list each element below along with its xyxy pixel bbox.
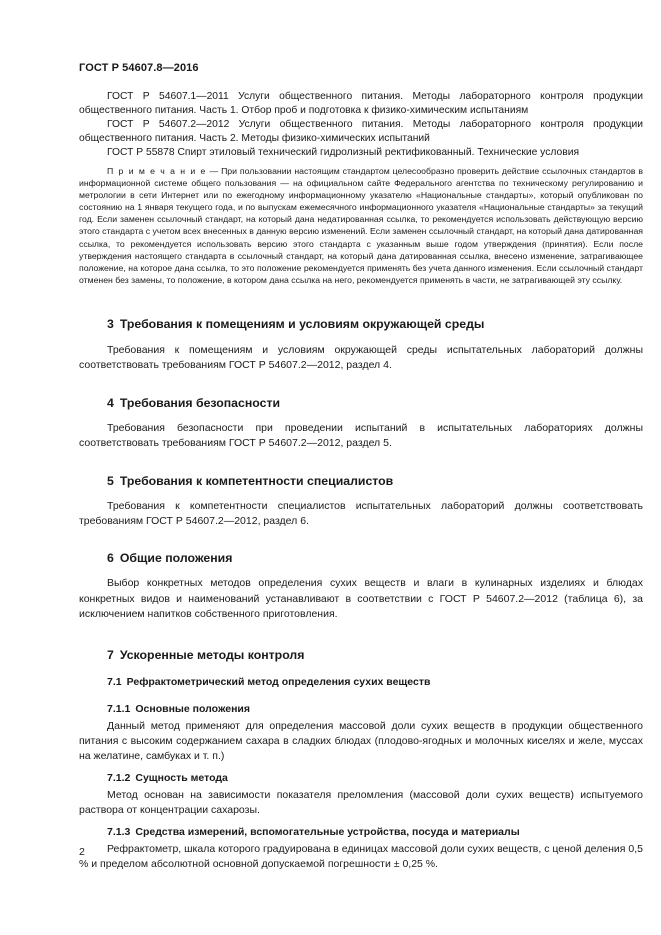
section-6-text: Выбор конкретных методов определения сухих веществ и влаги в кулинарных изделиях и блюдах конкретных видов и наименований устанавливают в соответствии с ГОСТ Р 54607.2—2012 (таблица 6), за исключением напитков собственного приготовления.: [79, 577, 643, 621]
section-6-heading: 6 Общие положения: [107, 551, 233, 566]
section-4-text: Требования безопасности при проведении испытаний в испытательных лабораториях должны соответствовать требованиям ГОСТ Р 54607.2—2012, раздел 5.: [79, 421, 643, 450]
section-7-1-2-text: Метод основан на зависимости показателя преломления (массовой доли сухих веществ) испытуемого раствора от концентрации сахарозы.: [79, 788, 643, 817]
section-7-heading: 7 Ускоренные методы контроля: [107, 647, 305, 662]
note-text: — При пользовании настоящим стандартом целесообразно проверить действие ссылочных стандартов в информационной системе общего пользования — на официальном сайте Федерального агентства по техническому регулированию и метрологии в сети Интернет или по ежегодному информационному указателю «Национальные стандарты», который опубликован по состоянию на 1 января текущего года, и по выпускам ежемесячного информационного указателя «Национальные стандарты» за текущий год. Если заменен ссылочный стандарт, на который дана недатированная ссылка, то рекомендуется использовать действующую версию этого стандарта с учетом всех внесенных в данную версию изменений. Если заменен ссылочный стандарт, на который дана датированная ссылка, то рекомендуется использовать версию этого стандарта с указанным выше годом утверждения (принятия). Если после утверждения настоящего стандарта в ссылочный стандарт, на который дана датированная ссылка, внесено изменение, затрагивающее положение, на которое дана ссылка, то это положение рекомендуется применять без учета данного изменения. Если ссылочный стандарт отменен без замены, то положение, в котором дана ссылка на него, рекомендуется применять в части, не затрагивающей эту ссылку.: [79, 166, 643, 285]
note-paragraph: [79, 165, 643, 286]
document-content: [79, 90, 643, 872]
document-header: ГОСТ Р 54607.8—2016: [79, 62, 199, 74]
section-7-1-3-text: Рефрактометр, шкала которого градуирована в единицах массовой доли сухих веществ, с ценой деления 0,5 % и пределом абсолютной основной допускаемой погрешности ± 0,25 %.: [79, 842, 643, 871]
section-3-heading: 3 Требования к помещениям и условиям окружающей среды: [107, 316, 485, 331]
page-number: 2: [79, 846, 85, 858]
section-3-text: Требования к помещениям и условиям окружающей среды испытательных лабораторий должны соответствовать требованиям ГОСТ Р 54607.2—2012, раздел 4.: [79, 343, 643, 372]
section-7-1-heading: 7.1 Рефрактометрический метод определения сухих веществ: [107, 675, 431, 688]
reference-gost-54607-2: ГОСТ Р 54607.2—2012 Услуги общественного питания. Методы лабораторного контроля продукции общественного питания. Часть 2. Методы физико-химических испытаний: [79, 119, 643, 144]
section-5-text: Требования к компетентности специалистов испытательных лабораторий должны соответствовать требованиям ГОСТ Р 54607.2—2012, раздел 6.: [79, 499, 643, 527]
section-7-1-3-heading: 7.1.3 Средства измерений, вспомогательные устройства, посуда и материалы: [107, 825, 520, 838]
reference-gost-55878: ГОСТ Р 55878 Спирт этиловый технический гидролизный ректификованный. Технические условия: [107, 147, 580, 158]
section-4-heading: 4 Требования безопасности: [107, 395, 281, 410]
note-label: П р и м е ч а н и е: [107, 166, 207, 176]
section-7-1-1-text: Данный метод применяют для определения массовой доли сухих веществ в продукции общественного питания с высоким содержанием сахара в сладких блюдах (плодово-ягодных и молочных киселях и желе, муссах на желатине, самбуках и т. п.): [79, 719, 643, 763]
section-7-1-1-heading: 7.1.1 Основные положения: [107, 702, 251, 715]
reference-gost-54607-1: ГОСТ Р 54607.1—2011 Услуги общественного питания. Методы лабораторного контроля продукции общественного питания. Часть 1. Отбор проб и подготовка к физико-химическим испытаниям: [79, 91, 643, 116]
section-5-heading: 5 Требования к компетентности специалистов: [107, 473, 394, 488]
section-7-1-2-heading: 7.1.2 Сущность метода: [107, 771, 228, 784]
